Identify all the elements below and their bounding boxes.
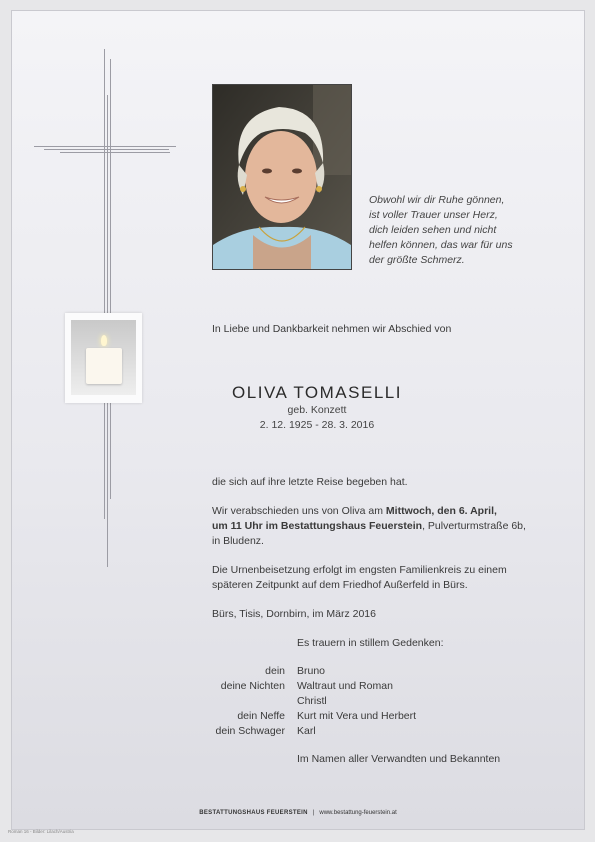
farewell-time-place: um 11 Uhr im Bestattungshaus Feuerstein (212, 520, 423, 532)
relative-relation: dein (265, 665, 285, 677)
place-date: Bürs, Tisis, Dornbirn, im März 2016 (212, 608, 376, 620)
quote-line: ist voller Trauer unser Herz, (369, 209, 498, 221)
quote-line: Obwohl wir dir Ruhe gönnen, (369, 194, 505, 206)
footer-separator: | (312, 810, 315, 816)
farewell-text: Wir verabschieden uns von Oliva am (212, 505, 386, 517)
flame-icon (101, 335, 107, 346)
maiden-name: geb. Konzett (287, 404, 347, 416)
urn-line-2: späteren Zeitpunkt auf dem Friedhof Außerfeld in Bürs. (212, 579, 468, 591)
urn-line-1: Die Urnenbeisetzung erfolgt im engsten Familienkreis zu einem (212, 564, 507, 576)
farewell-line-3: in Bludenz. (212, 535, 264, 547)
portrait-photo (212, 84, 352, 270)
quote-line: der größte Schmerz. (369, 254, 465, 266)
life-dates: 2. 12. 1925 - 28. 3. 2016 (259, 419, 375, 431)
company-name: BESTATTUNGSHAUS FEUERSTEIN (199, 810, 308, 816)
relative-names: Kurt mit Vera und Herbert (297, 710, 417, 722)
candle-image (65, 313, 142, 403)
farewell-date: Mittwoch, den 6. April, (385, 505, 497, 517)
relative-names: Waltraut und Roman (297, 680, 393, 692)
candle-icon (86, 348, 122, 384)
farewell-address: , Pulverturmstraße 6b, (422, 520, 526, 532)
deceased-name: OLIVA TOMASELLI (232, 383, 402, 402)
mourning-text: Es trauern in stillem Gedenken: (297, 637, 444, 649)
relative-relation: dein Schwager (215, 725, 285, 737)
portrait-illustration (213, 85, 351, 269)
footer (12, 810, 584, 816)
relative-relation: deine Nichten (220, 680, 285, 692)
intro-text: In Liebe und Dankbarkeit nehmen wir Abschied von (212, 323, 452, 335)
farewell-line-1 (212, 504, 497, 519)
farewell-line-2 (212, 519, 526, 534)
quote-line: dich leiden sehen und nicht (369, 224, 497, 236)
cross-vertical (104, 49, 112, 521)
relative-names: Bruno (297, 665, 326, 677)
candle-background (71, 320, 136, 395)
obituary-card (11, 10, 585, 830)
journey-text: die sich auf ihre letzte Reise begeben hat. (212, 476, 408, 488)
relative-relation: dein Neffe (237, 710, 285, 722)
company-website-link[interactable]: www.bestattung-feuerstein.at (319, 810, 397, 816)
cross-horizontal (34, 146, 176, 154)
closing-text: Im Namen aller Verwandten und Bekannten (297, 753, 501, 765)
quote-text (369, 193, 539, 268)
relative-names: Karl (297, 725, 316, 737)
imprint-text: Roman 16 - Bilder: Lilach/Austria (8, 829, 74, 834)
relative-names: Christl (297, 695, 327, 707)
quote-line: helfen können, das war für uns (369, 239, 513, 251)
